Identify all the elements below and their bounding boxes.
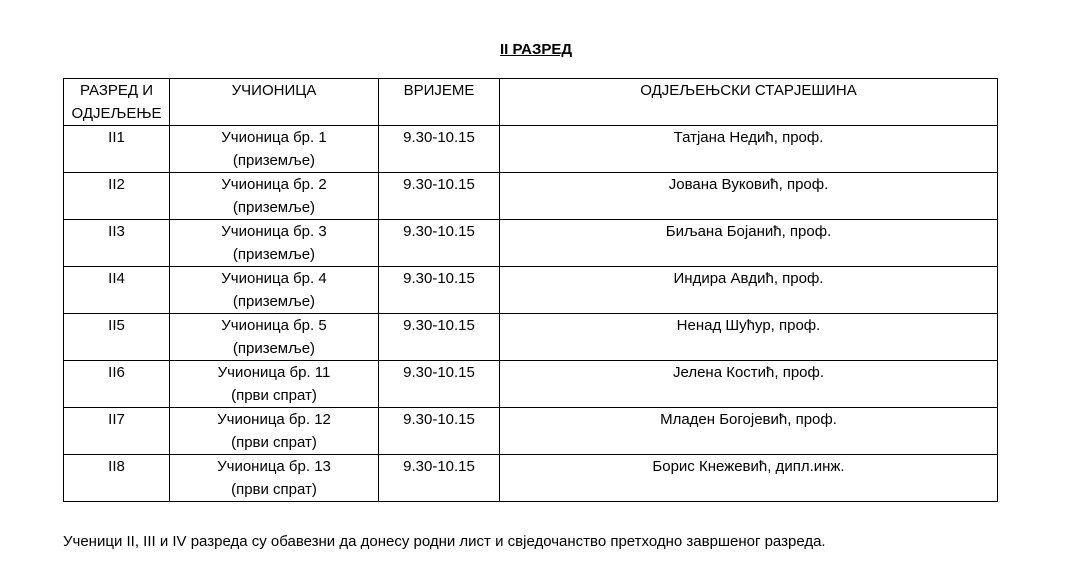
classroom-number: Учионица бр. 5 (221, 317, 327, 334)
page-title: II РАЗРЕД (499, 41, 573, 58)
table-row (64, 220, 998, 267)
teacher-cell: Биљана Бојанић, проф. (500, 220, 998, 267)
classroom-cell (170, 408, 379, 455)
class-cell: II8 (64, 455, 170, 502)
classroom-number: Учионица бр. 11 (217, 364, 331, 381)
table-row (64, 314, 998, 361)
classroom-floor: (приземље) (232, 246, 316, 263)
header-class-line2: ОДЈЕЉЕЊЕ (71, 105, 162, 122)
table-row (64, 455, 998, 502)
time-cell: 9.30-10.15 (379, 126, 500, 173)
teacher-cell: Јована Вуковић, проф. (500, 173, 998, 220)
time-cell: 9.30-10.15 (379, 361, 500, 408)
schedule-table (63, 78, 998, 502)
classroom-number: Учионица бр. 1 (221, 129, 327, 146)
table-row (64, 126, 998, 173)
class-cell: II1 (64, 126, 170, 173)
classroom-number: Учионица бр. 4 (221, 270, 327, 287)
classroom-cell (170, 126, 379, 173)
classroom-cell (170, 314, 379, 361)
teacher-cell: Индира Авдић, проф. (500, 267, 998, 314)
classroom-floor: (први спрат) (231, 434, 317, 451)
classroom-floor: (приземље) (232, 199, 316, 216)
classroom-floor: (приземље) (232, 293, 316, 310)
class-cell: II3 (64, 220, 170, 267)
classroom-floor: (приземље) (232, 152, 316, 169)
schedule-body (64, 126, 998, 502)
classroom-cell (170, 220, 379, 267)
classroom-floor: (први спрат) (231, 387, 317, 404)
time-cell: 9.30-10.15 (379, 455, 500, 502)
header-time: ВРИЈЕМЕ (379, 79, 500, 126)
time-cell: 9.30-10.15 (379, 314, 500, 361)
table-row (64, 173, 998, 220)
classroom-cell (170, 267, 379, 314)
table-row (64, 267, 998, 314)
teacher-cell: Јелена Костић, проф. (500, 361, 998, 408)
time-cell: 9.30-10.15 (379, 267, 500, 314)
classroom-number: Учионица бр. 12 (217, 411, 331, 428)
footnote-text: Ученици II, III и IV разреда су обавезни да донесу родни лист и свједочанство претходно завршеног разреда. (63, 533, 826, 550)
classroom-cell (170, 361, 379, 408)
time-cell: 9.30-10.15 (379, 408, 500, 455)
class-cell: II2 (64, 173, 170, 220)
class-cell: II5 (64, 314, 170, 361)
teacher-cell: Младен Богојевић, проф. (500, 408, 998, 455)
classroom-floor: (први спрат) (231, 481, 317, 498)
header-teacher: ОДЈЕЉЕЊСКИ СТАРЈЕШИНА (500, 79, 998, 126)
table-header-row (64, 79, 998, 126)
header-classroom: УЧИОНИЦА (170, 79, 379, 126)
classroom-cell (170, 455, 379, 502)
table-row (64, 361, 998, 408)
classroom-number: Учионица бр. 3 (221, 223, 327, 240)
teacher-cell: Ненад Шућур, проф. (500, 314, 998, 361)
classroom-floor: (приземље) (232, 340, 316, 357)
class-cell: II4 (64, 267, 170, 314)
table-row (64, 408, 998, 455)
header-class-line1: РАЗРЕД И (79, 82, 153, 99)
classroom-number: Учионица бр. 13 (217, 458, 331, 475)
classroom-cell (170, 173, 379, 220)
class-cell: II7 (64, 408, 170, 455)
class-cell: II6 (64, 361, 170, 408)
time-cell: 9.30-10.15 (379, 220, 500, 267)
classroom-number: Учионица бр. 2 (221, 176, 327, 193)
teacher-cell: Татјана Недић, проф. (500, 126, 998, 173)
header-class (64, 79, 170, 126)
teacher-cell: Борис Кнежевић, дипл.инж. (500, 455, 998, 502)
time-cell: 9.30-10.15 (379, 173, 500, 220)
